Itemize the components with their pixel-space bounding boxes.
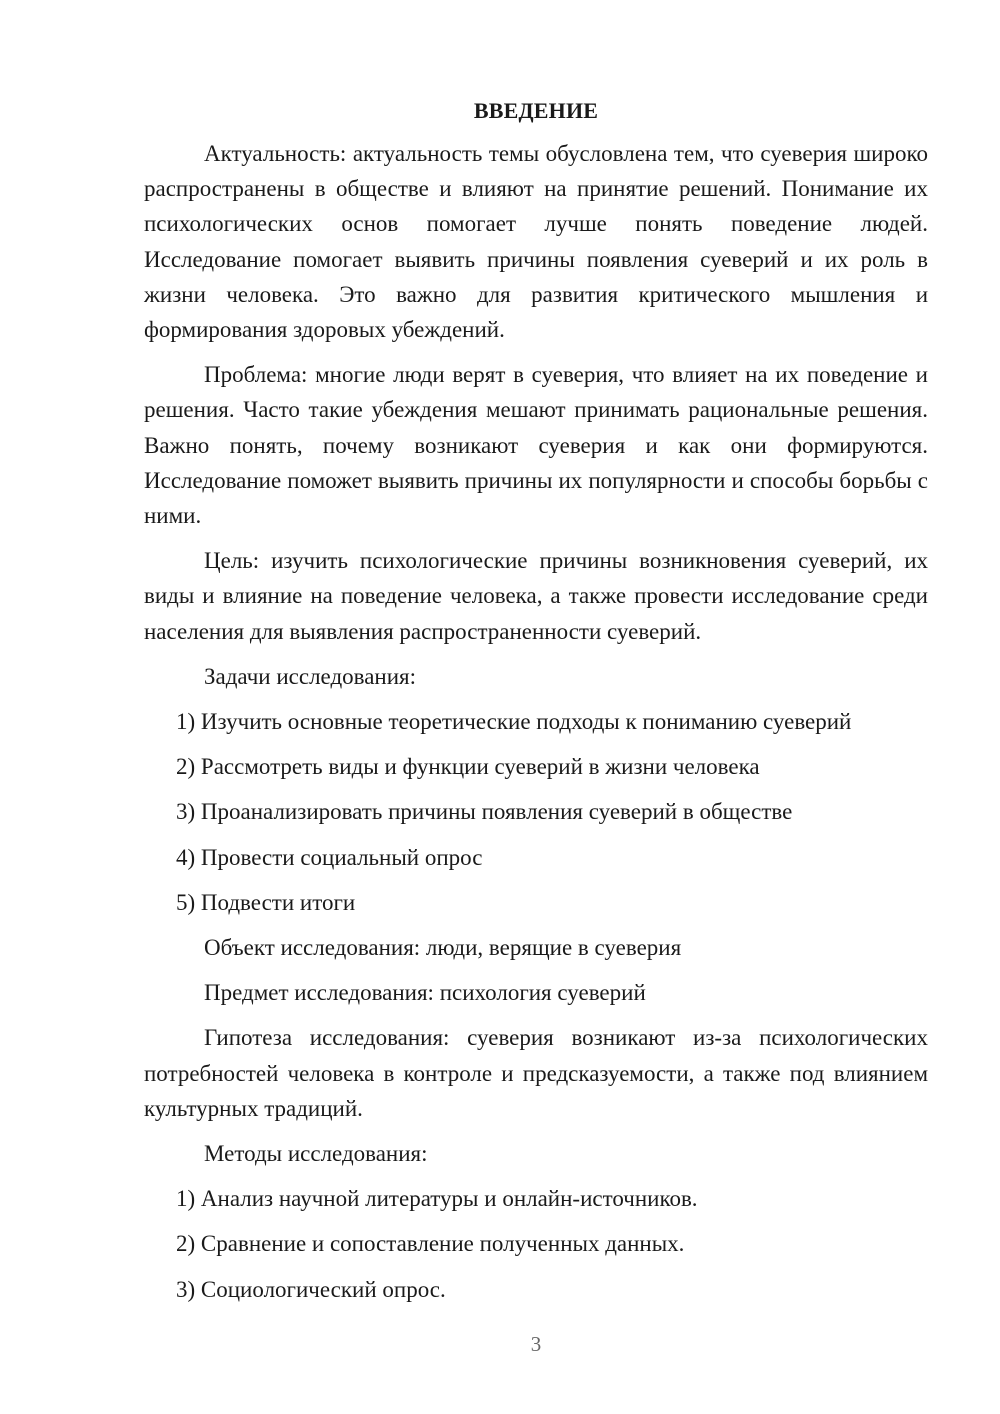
research-object: Объект исследования: люди, верящие в суеверия [204,935,682,961]
hypothesis-paragraph: Гипотеза исследования: суеверия возникают из-за психологических потребностей человека в контроле и предсказуемости, а также под влиянием культурных традиций. [144,1025,928,1121]
document-body [144,94,928,1317]
method-item: 1) Анализ научной литературы и онлайн-источников. [176,1186,698,1212]
task-item: 1) Изучить основные теоретические подходы к пониманию суеверий [176,709,852,735]
method-item: 2) Сравнение и сопоставление полученных данных. [176,1231,685,1257]
research-subject: Предмет исследования: психология суеверий [204,980,646,1006]
tasks-heading: Задачи исследования: [204,663,417,689]
task-item: 3) Проанализировать причины появления суеверий в обществе [176,799,793,825]
methods-list [144,1181,928,1307]
task-item: 2) Рассмотреть виды и функции суеверий в жизни человека [176,754,760,780]
task-item: 4) Провести социальный опрос [176,844,483,870]
problem-paragraph: Проблема: многие люди верят в суеверия, что влияет на их поведение и решения. Часто такие убеждения мешают принимать рациональные решения. Важно понять, почему возникают суеверия и как они формируются. Исследование поможет выявить причины их популярности и способы борьбы с ними. [144,362,928,529]
methods-heading: Методы исследования: [204,1141,428,1167]
relevance-paragraph: Актуальность: актуальность темы обусловлена тем, что суеверия широко распространены в обществе и влияют на принятие решений. Понимание их психологических основ помогает лучше понять поведение людей. Исследование помогает выявить причины появления суеверий и их роль в жизни человека. Это важно для развития критического мышления и формирования здоровых убеждений. [144,141,928,343]
page-number: 3 [530,1332,542,1356]
section-title: ВВЕДЕНИЕ [473,98,599,123]
method-item: 3) Социологический опрос. [176,1276,446,1302]
tasks-list [144,704,928,920]
task-item: 5) Подвести итоги [176,889,356,915]
goal-paragraph: Цель: изучить психологические причины возникновения суеверий, их виды и влияние на поведение человека, а также провести исследование среди населения для выявления распространенности суеверий. [144,548,928,644]
